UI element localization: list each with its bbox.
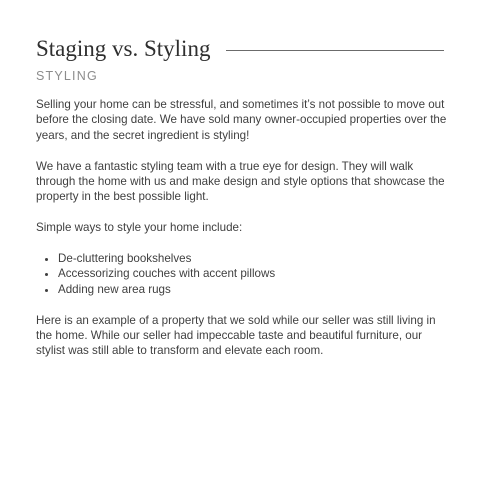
title-row	[36, 34, 444, 64]
list-item: • Adding new area rugs	[58, 282, 448, 297]
page-title: Staging vs. Styling	[36, 36, 211, 61]
styling-team-paragraph: We have a fantastic styling team with a true eye for design. They will walk through the home with us and make design and style options that showcase the property in the best possible light.	[36, 159, 445, 204]
body-content	[36, 97, 448, 374]
styling-tips-list	[36, 251, 448, 297]
list-item: • Accessorizing couches with accent pillows	[58, 266, 448, 281]
list-intro-paragraph: Simple ways to style your home include:	[36, 221, 243, 235]
title-divider	[226, 50, 444, 51]
section-label: STYLING	[36, 69, 98, 83]
closing-paragraph: Here is an example of a property that we sold while our seller was still living in the home. While our seller had impeccable taste and beautiful furniture, our stylist was still able to transform and elevate each room.	[36, 313, 436, 358]
list-item: • De-cluttering bookshelves	[58, 251, 448, 266]
intro-paragraph: Selling your home can be stressful, and sometimes it’s not possible to move out before the closing date. We have sold many owner-occupied properties over the years, and the secret ingredient is styling!	[36, 98, 447, 142]
